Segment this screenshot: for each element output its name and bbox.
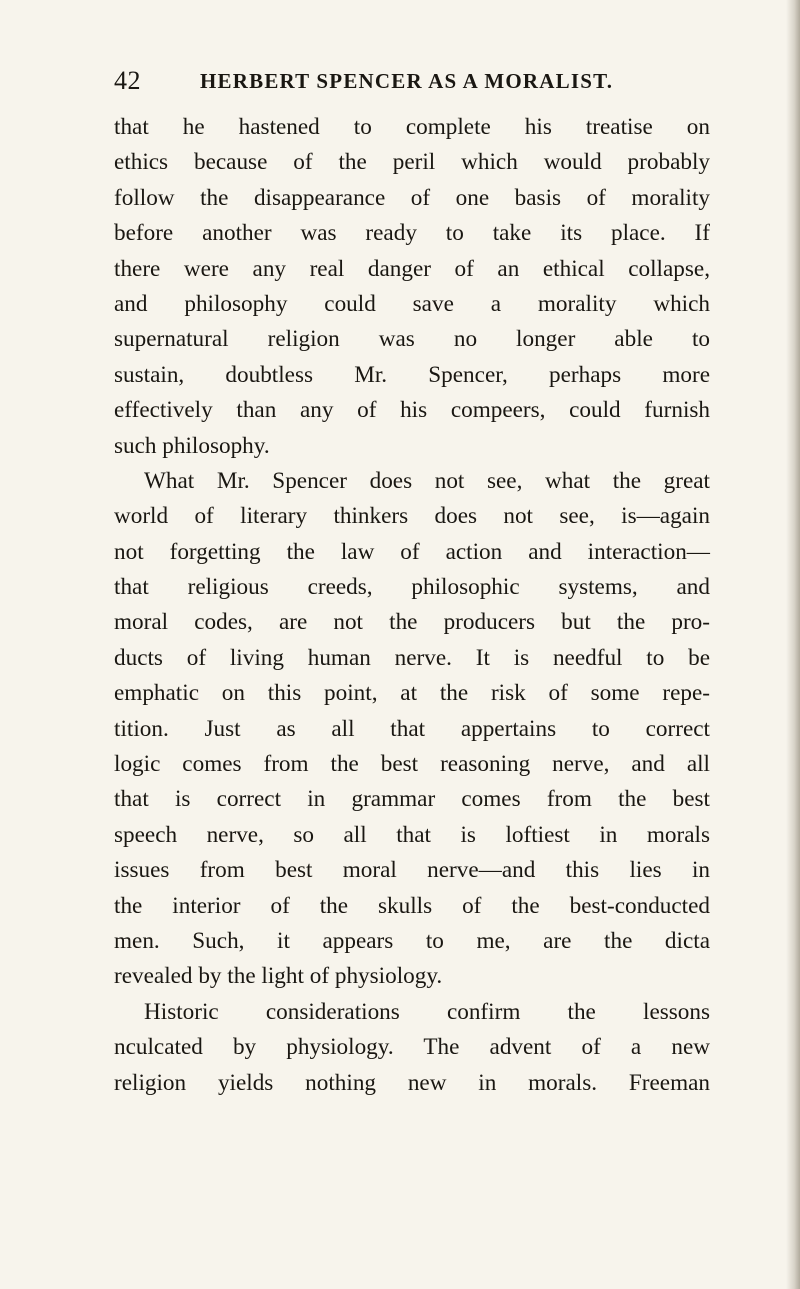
text-line: supernatural religion was no longer able to (114, 326, 710, 353)
text-line: that religious creeds, philosophic systems, and (114, 574, 710, 601)
page-header (114, 64, 714, 100)
page-number: 42 (114, 66, 141, 95)
text-line: that he hastened to complete his treatise on (114, 114, 710, 140)
text-line: nculcated by physiology. The advent of a new (114, 1034, 710, 1061)
paragraph-start-line: Historic considerations confirm the lessons (144, 998, 710, 1025)
running-head: HERBERT SPENCER AS A MORALIST. (200, 69, 614, 93)
text-line: there were any real danger of an ethical collapse, (114, 255, 710, 282)
text-line: speech nerve, so all that is loftiest in morals (114, 821, 710, 848)
text-line: ducts of living human nerve. It is needful to be (114, 644, 710, 671)
text-line: sustain, doubtless Mr. Spencer, perhaps more (114, 361, 710, 388)
text-line: the interior of the skulls of the best-conducted (114, 892, 710, 919)
text-line: men. Such, it appears to me, are the dicta (114, 927, 710, 954)
text-line: that is correct in grammar comes from the best (114, 786, 710, 813)
text-line: before another was ready to take its place. If (114, 220, 710, 247)
text-line: emphatic on this point, at the risk of some repe- (114, 680, 710, 707)
text-line: ethics because of the peril which would probably (114, 149, 710, 176)
text-line: and philosophy could save a morality which (114, 290, 710, 317)
text-line: moral codes, are not the producers but the pro- (114, 609, 710, 636)
paragraph-start-line: What Mr. Spencer does not see, what the great (144, 467, 710, 494)
text-line: not forgetting the law of action and interaction— (114, 538, 710, 565)
paragraph-end-line: such philosophy. (114, 432, 270, 459)
paragraph-end-line: revealed by the light of physiology. (114, 963, 443, 990)
text-line: tition. Just as all that appertains to correct (114, 715, 710, 742)
text-line: logic comes from the best reasoning nerve, and all (114, 751, 710, 778)
text-line: follow the disappearance of one basis of morality (114, 184, 710, 211)
text-line: issues from best moral nerve—and this lies in (114, 857, 710, 884)
text-line: effectively than any of his compeers, could furnish (114, 397, 710, 424)
text-line: world of literary thinkers does not see, is—again (114, 503, 710, 530)
text-line: religion yields nothing new in morals. Freeman (114, 1069, 710, 1096)
body-text (114, 110, 710, 1101)
page-edge-shadow (786, 0, 800, 1289)
